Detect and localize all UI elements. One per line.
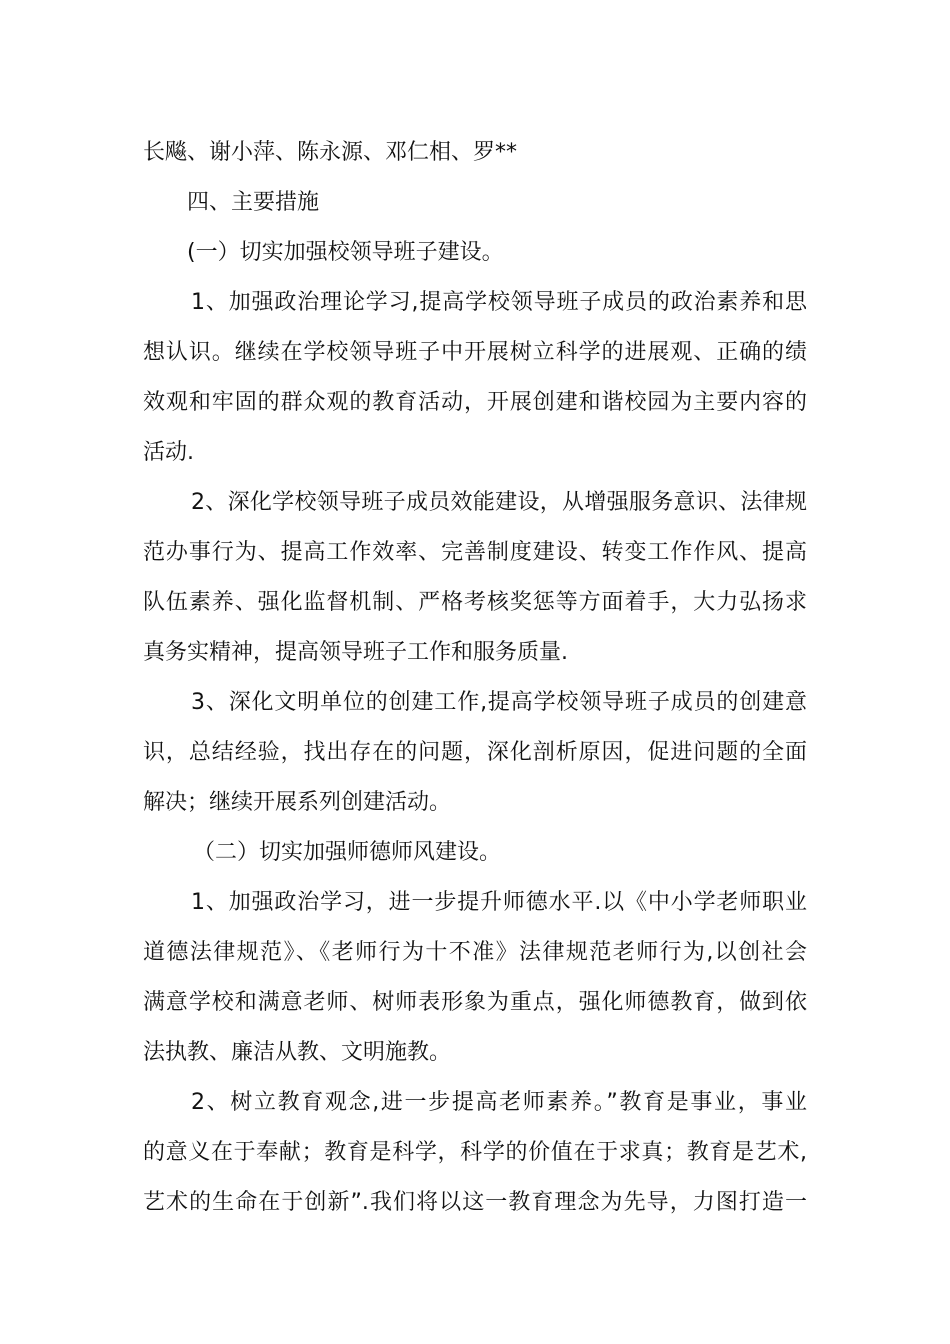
text-line: 长飚、谢小萍、陈永源、邓仁相、罗** bbox=[143, 140, 518, 165]
text-line: 2、树立教育观念,进一步提高老师素养。”教育是事业，事业 bbox=[191, 1090, 807, 1115]
text-line: 艺术的生命在于创新”.我们将以这一教育理念为先导，力图打造一 bbox=[143, 1190, 807, 1215]
text-line: 2、深化学校领导班子成员效能建设，从增强服务意识、法律规 bbox=[191, 490, 807, 515]
document-body bbox=[143, 128, 807, 1228]
text-line: 想认识。继续在学校领导班子中开展树立科学的进展观、正确的绩 bbox=[143, 340, 807, 365]
text-line: 解决；继续开展系列创建活动。 bbox=[143, 790, 452, 815]
text-line: 队伍素养、强化监督机制、严格考核奖惩等方面着手，大力弘扬求 bbox=[143, 590, 807, 615]
section-heading: 四、主要措施 bbox=[187, 190, 320, 215]
text-line: 真务实精神，提高领导班子工作和服务质量. bbox=[143, 640, 568, 665]
text-line: 法执教、廉洁从教、文明施教。 bbox=[143, 1040, 452, 1065]
text-line: 的意义在于奉献；教育是科学，科学的价值在于求真；教育是艺术, bbox=[143, 1140, 807, 1165]
subsection-heading: (一）切实加强校领导班子建设。 bbox=[187, 240, 504, 265]
text-line: 活动. bbox=[143, 440, 194, 465]
text-line: 效观和牢固的群众观的教育活动，开展创建和谐校园为主要内容的 bbox=[143, 390, 807, 415]
text-line: 道德法律规范》、《老师行为十不准》法律规范老师行为,以创社会 bbox=[143, 940, 807, 965]
text-line: 范办事行为、提高工作效率、完善制度建设、转变工作作风、提高 bbox=[143, 540, 807, 565]
subsection-heading: （二）切实加强师德师风建设。 bbox=[193, 840, 502, 865]
text-line: 识，总结经验，找出存在的问题，深化剖析原因，促进问题的全面 bbox=[143, 740, 807, 765]
text-line: 1、加强政治理论学习,提高学校领导班子成员的政治素养和思 bbox=[191, 290, 807, 315]
text-line: 1、加强政治学习，进一步提升师德水平.以《中小学老师职业 bbox=[191, 890, 807, 915]
text-line: 满意学校和满意老师、树师表形象为重点，强化师德教育，做到依 bbox=[143, 990, 807, 1015]
text-line: 3、深化文明单位的创建工作,提高学校领导班子成员的创建意 bbox=[191, 690, 807, 715]
